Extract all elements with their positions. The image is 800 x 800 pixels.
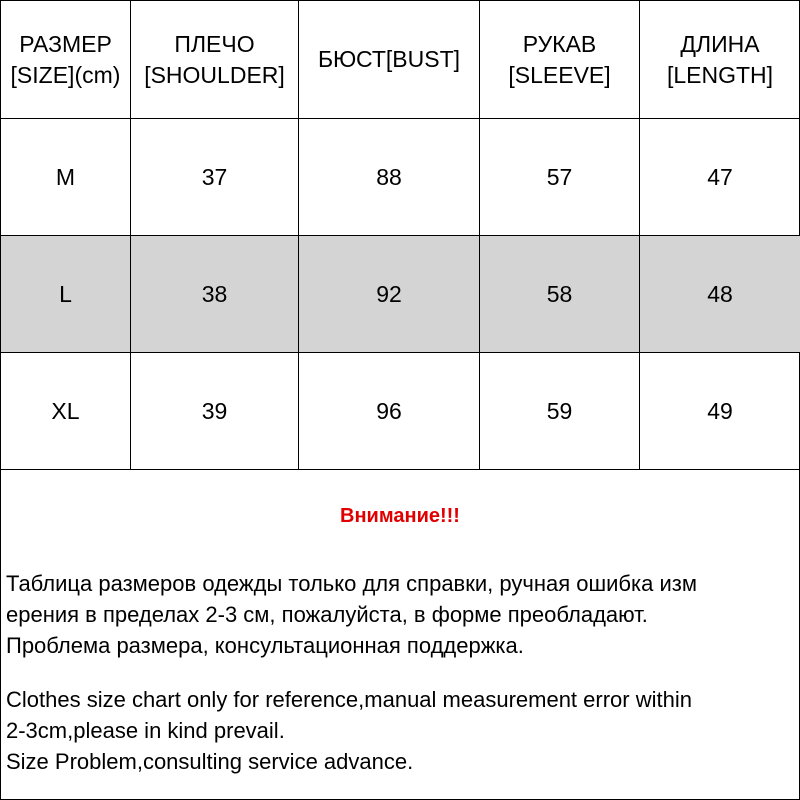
cell-shoulder: 37 (131, 119, 299, 236)
cell-bust: 88 (299, 119, 480, 236)
header-sleeve: РУКАВ [SLEEVE] (480, 1, 640, 119)
header-bust: БЮСТ[BUST] (299, 1, 480, 119)
table-header-row (1, 1, 800, 119)
notice-line: ерения в пределах 2-3 см, пожалуйста, в форме преобладают. (6, 602, 648, 627)
cell-sleeve: 58 (480, 236, 640, 353)
header-length: ДЛИНА [LENGTH] (640, 1, 800, 119)
cell-shoulder: 39 (131, 353, 299, 470)
attention-heading: Внимание!!! (340, 505, 460, 527)
cell-shoulder: 38 (131, 236, 299, 353)
english-notice-paragraph (6, 684, 796, 777)
cell-size: XL (1, 353, 131, 470)
cell-sleeve: 59 (480, 353, 640, 470)
cell-bust: 96 (299, 353, 480, 470)
notice-line: Size Problem,consulting service advance. (6, 749, 414, 774)
cell-size: L (1, 236, 131, 353)
table-row (1, 119, 800, 236)
cell-length: 47 (640, 119, 800, 236)
cell-length: 49 (640, 353, 800, 470)
table-row (1, 236, 800, 353)
notice-line: Clothes size chart only for reference,manual measurement error within (6, 687, 692, 712)
cell-size: M (1, 119, 131, 236)
cell-sleeve: 57 (480, 119, 640, 236)
russian-notice-paragraph (6, 568, 796, 661)
header-shoulder: ПЛЕЧО [SHOULDER] (131, 1, 299, 119)
cell-bust: 92 (299, 236, 480, 353)
header-size: РАЗМЕР [SIZE](cm) (1, 1, 131, 119)
notice-line: Таблица размеров одежды только для справки, ручная ошибка изм (6, 571, 697, 596)
table-row (1, 353, 800, 470)
notice-line: Проблема размера, консультационная поддержка. (6, 633, 524, 658)
notice-line: 2-3cm,please in kind prevail. (6, 718, 285, 743)
cell-length: 48 (640, 236, 800, 353)
